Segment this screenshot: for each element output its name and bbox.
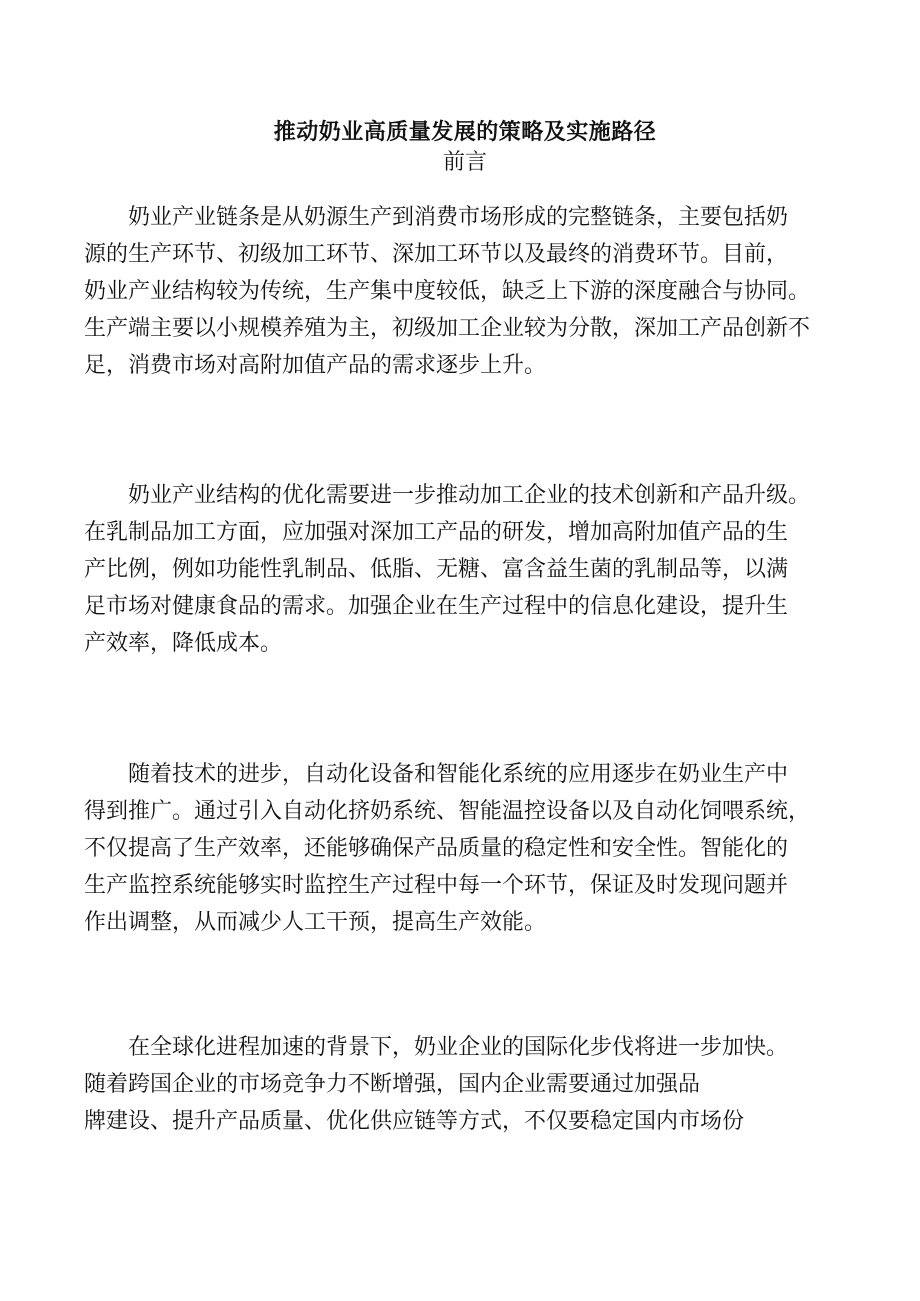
paragraph-line: 得到推广。通过引入自动化挤奶系统、智能温控设备以及自动化饲喂系统， — [84, 799, 811, 824]
document-title: 推动奶业高质量发展的策略及实施路径 — [273, 120, 657, 145]
paragraph-line: 随着跨国企业的市场竞争力不断增强，国内企业需要通过加强品 — [84, 1072, 701, 1097]
paragraph-line: 源的生产环节、初级加工环节、深加工环节以及最终的消费环节。目前， — [84, 242, 789, 267]
paragraph-4 — [84, 1029, 844, 1140]
paragraph-line: 奶业产业结构的优化需要进一步推动加工企业的技术创新和产品升级。 — [128, 483, 811, 508]
paragraph-line: 不仅提高了生产效率，还能够确保产品质量的稳定性和安全性。智能化的 — [84, 836, 789, 861]
paragraph-line: 奶业产业结构较为传统，生产集中度较低，缺乏上下游的深度融合与协同。 — [84, 279, 811, 304]
paragraph-line: 随着技术的进步，自动化设备和智能化系统的应用逐步在奶业生产中 — [128, 762, 789, 787]
paragraph-line: 产效率，降低成本。 — [84, 631, 283, 656]
paragraph-3 — [84, 756, 844, 941]
paragraph-line: 奶业产业链条是从奶源生产到消费市场形成的完整链条，主要包括奶 — [128, 205, 789, 230]
paragraph-line: 牌建设、提升产品质量、优化供应链等方式，不仅要稳定国内市场份 — [84, 1109, 745, 1134]
paragraph-line: 在乳制品加工方面，应加强对深加工产品的研发，增加高附加值产品的生 — [84, 520, 789, 545]
paragraph-line: 生产监控系统能够实时监控生产过程中每一个环节，保证及时发现问题并 — [84, 873, 789, 898]
document-subtitle: 前言 — [442, 150, 487, 175]
paragraph-line: 生产端主要以小规模养殖为主，初级加工企业较为分散，深加工产品创新不 — [84, 316, 811, 341]
paragraph-1 — [84, 199, 844, 384]
paragraph-line: 足，消费市场对高附加值产品的需求逐步上升。 — [84, 353, 547, 378]
paragraph-2 — [84, 477, 844, 662]
paragraph-line: 产比例，例如功能性乳制品、低脂、无糖、富含益生菌的乳制品等，以满 — [84, 557, 789, 582]
paragraph-line: 在全球化进程加速的背景下，奶业企业的国际化步伐将进一步加快。 — [128, 1035, 789, 1060]
paragraph-line: 足市场对健康食品的需求。加强企业在生产过程中的信息化建设，提升生 — [84, 594, 789, 619]
paragraph-line: 作出调整，从而减少人工干预，提高生产效能。 — [84, 910, 547, 935]
